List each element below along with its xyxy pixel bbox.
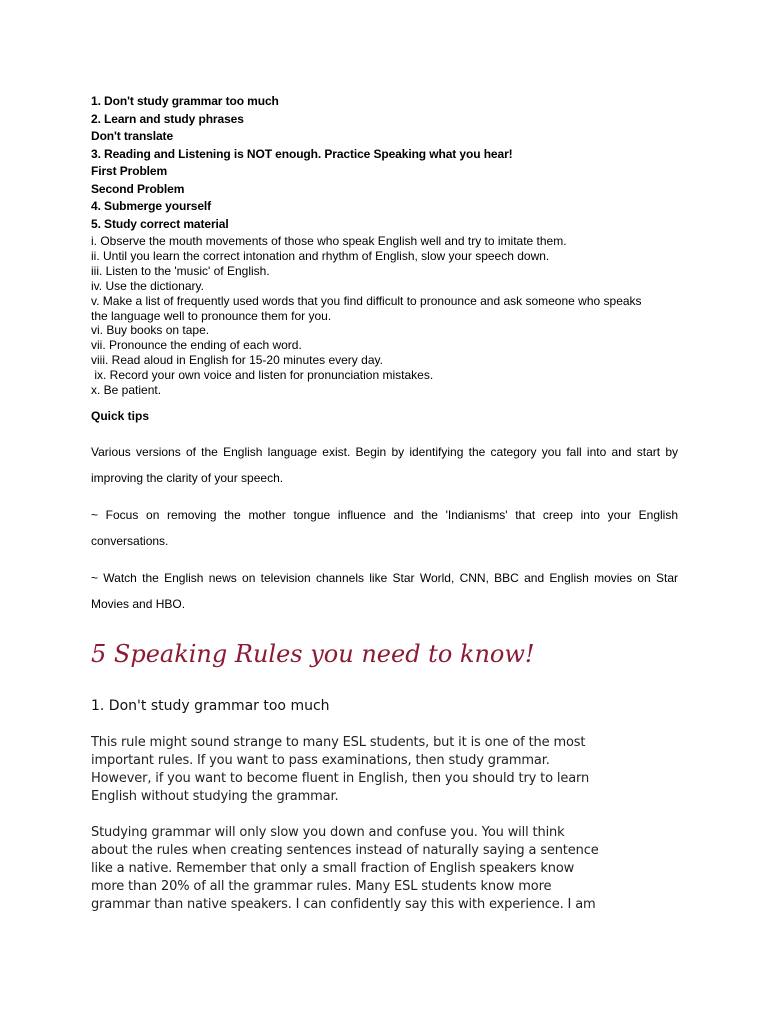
outline-item: 2. Learn and study phrases <box>91 111 244 126</box>
quick-tip-paragraph: Various versions of the English language exist. Begin by identifying the category you fall into and start by improving the clarity of your speech. <box>91 445 678 485</box>
paragraph-line: However, if you want to become fluent in English, then you should try to learn <box>91 771 590 786</box>
outline-item: 5. Study correct material <box>91 216 229 231</box>
paragraph-line: grammar than native speakers. I can confidently say this with experience. I am <box>91 897 596 912</box>
tip-line: x. Be patient. <box>91 383 162 398</box>
paragraph-line: more than 20% of all the grammar rules. Many ESL students know more <box>91 879 552 894</box>
rule-heading: 1. Don't study grammar too much <box>91 698 330 714</box>
tip-line: i. Observe the mouth movements of those who speak English well and try to imitate them. <box>91 234 567 248</box>
pronunciation-tips-list <box>91 234 691 398</box>
tip-line: the language well to pronounce them for you. <box>91 308 332 323</box>
tip-line: iii. Listen to the 'music' of English. <box>91 263 270 278</box>
tip-line: ix. Record your own voice and listen for pronunciation mistakes. <box>91 368 434 383</box>
paragraph-line: like a native. Remember that only a small fraction of English speakers know <box>91 861 575 876</box>
tip-line: v. Make a list of frequently used words that you find difficult to pronounce and ask someone who speaks <box>91 293 642 308</box>
tip-line: ii. Until you learn the correct intonation and rhythm of English, slow your speech down. <box>91 248 550 263</box>
tip-line: iv. Use the dictionary. <box>91 278 204 293</box>
outline-item: 1. Don't study grammar too much <box>91 94 279 108</box>
tip-line: vii. Pronounce the ending of each word. <box>91 338 302 353</box>
paragraph-line: English without studying the grammar. <box>91 789 339 804</box>
outline-item: 3. Reading and Listening is NOT enough. Practice Speaking what you hear! <box>91 146 513 161</box>
paragraph-line: Studying grammar will only slow you down and confuse you. You will think <box>91 825 565 840</box>
quick-tips-heading: Quick tips <box>91 409 150 423</box>
paragraph-line: important rules. If you want to pass examinations, then study grammar. <box>91 753 550 768</box>
tip-line: viii. Read aloud in English for 15-20 minutes every day. <box>91 353 383 368</box>
outline-item: First Problem <box>91 164 168 178</box>
paragraph-line: about the rules when creating sentences instead of naturally saying a sentence <box>91 843 599 858</box>
tip-line: vi. Buy books on tape. <box>91 323 210 338</box>
outline-section <box>91 93 691 398</box>
body-paragraph <box>91 734 691 806</box>
outline-item: Don't translate <box>91 129 174 143</box>
quick-tip-paragraph: ~ Watch the English news on television channels like Star World, CNN, BBC and English movies on Star Movies and HBO. <box>91 571 678 611</box>
body-paragraph <box>91 824 691 914</box>
quick-tip-paragraph: ~ Focus on removing the mother tongue influence and the 'Indianisms' that creep into your English conversations. <box>91 508 678 548</box>
outline-item: Second Problem <box>91 181 185 196</box>
paragraph-line: This rule might sound strange to many ESL students, but it is one of the most <box>91 735 586 750</box>
article-title: 5 Speaking Rules you need to know! <box>91 640 535 668</box>
outline-item: 4. Submerge yourself <box>91 199 212 213</box>
